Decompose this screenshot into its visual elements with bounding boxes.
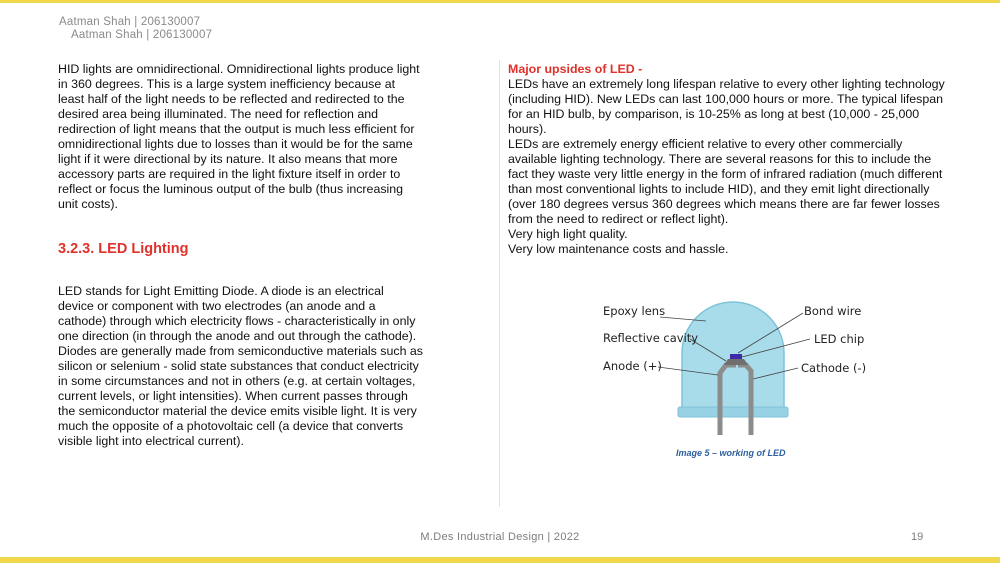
label-epoxy-lens: Epoxy lens (603, 304, 666, 318)
label-cathode: Cathode (-) (801, 361, 867, 375)
top-accent-bar (0, 0, 1000, 3)
label-led-chip: LED chip (814, 332, 865, 346)
author-header-duplicate: Aatman Shah | 206130007 (71, 29, 213, 41)
page-number: 19 (911, 531, 924, 543)
light-quality-line: Very high light quality. (508, 227, 628, 241)
label-bond-wire: Bond wire (804, 304, 862, 318)
led-base-rim (678, 407, 788, 417)
efficiency-paragraph: LEDs are extremely energy efficient relative to every other commercially available lighting technology. There are several reasons for this to include the fact they waste very little energy in the form of infrared radiation (much different than most conventional lights to include HID), and they emit light directionally (over 180 degrees versus 360 degrees which means there are far fewer losses from the need to redirect or reflect light). (508, 137, 943, 226)
maintenance-line: Very low maintenance costs and hassle. (508, 242, 729, 256)
label-anode: Anode (+) (603, 359, 662, 373)
omnidirectional-paragraph: HID lights are omnidirectional. Omnidirectional lights produce light in 360 degrees. This is a large system inefficiency because at least half of the light needs to be reflected and redirected to the desired area being illuminated. The need for reflection and redirection of light means that the output is much less efficient for omnidirectional lights due to losses than it would be for the same light if it were directional by its nature. It also means that more accessory parts are required in the light fixture itself in order to reflect or focus the luminous output of the bulb (thus increasing unit costs). (58, 62, 420, 211)
diagram-caption: Image 5 – working of LED (676, 448, 786, 458)
bottom-accent-bar (0, 557, 1000, 563)
led-diagram (598, 295, 868, 435)
led-upsides-block (508, 62, 948, 257)
led-definition-paragraph: LED stands for Light Emitting Diode. A diode is an electrical device or component with two electrodes (an anode and a cathode) through which electricity flows - characteristically in only one direction (in through the anode and out through the cathode). Diodes are generally made from semiconductive materials such as silicon or selenium - solid state substances that conduct electricity in some circumstances and not in others (e.g. at certain voltages, current levels, or light intensities). When current passes through the semiconductor material the device emits visible light. It is very much the opposite of a photovoltaic cell (a device that converts visible light into electrical current). (58, 284, 423, 448)
lifespan-paragraph: LEDs have an extremely long lifespan relative to every other lighting technology (including HID). New LEDs can last 100,000 hours or more. The typical lifespan for an HID bulb, by comparison, is 10-25% as long at best (10,000 - 25,000 hours). (508, 77, 945, 136)
label-reflective-cavity: Reflective cavity (603, 331, 699, 345)
upsides-heading: Major upsides of LED - (508, 62, 643, 76)
section-heading-led-lighting: 3.2.3. LED Lighting (58, 241, 189, 257)
author-header: Aatman Shah | 206130007 (59, 16, 201, 28)
column-divider (499, 60, 500, 507)
reflective-cup (724, 359, 748, 365)
footer-program: M.Des Industrial Design | 2022 (420, 531, 580, 543)
